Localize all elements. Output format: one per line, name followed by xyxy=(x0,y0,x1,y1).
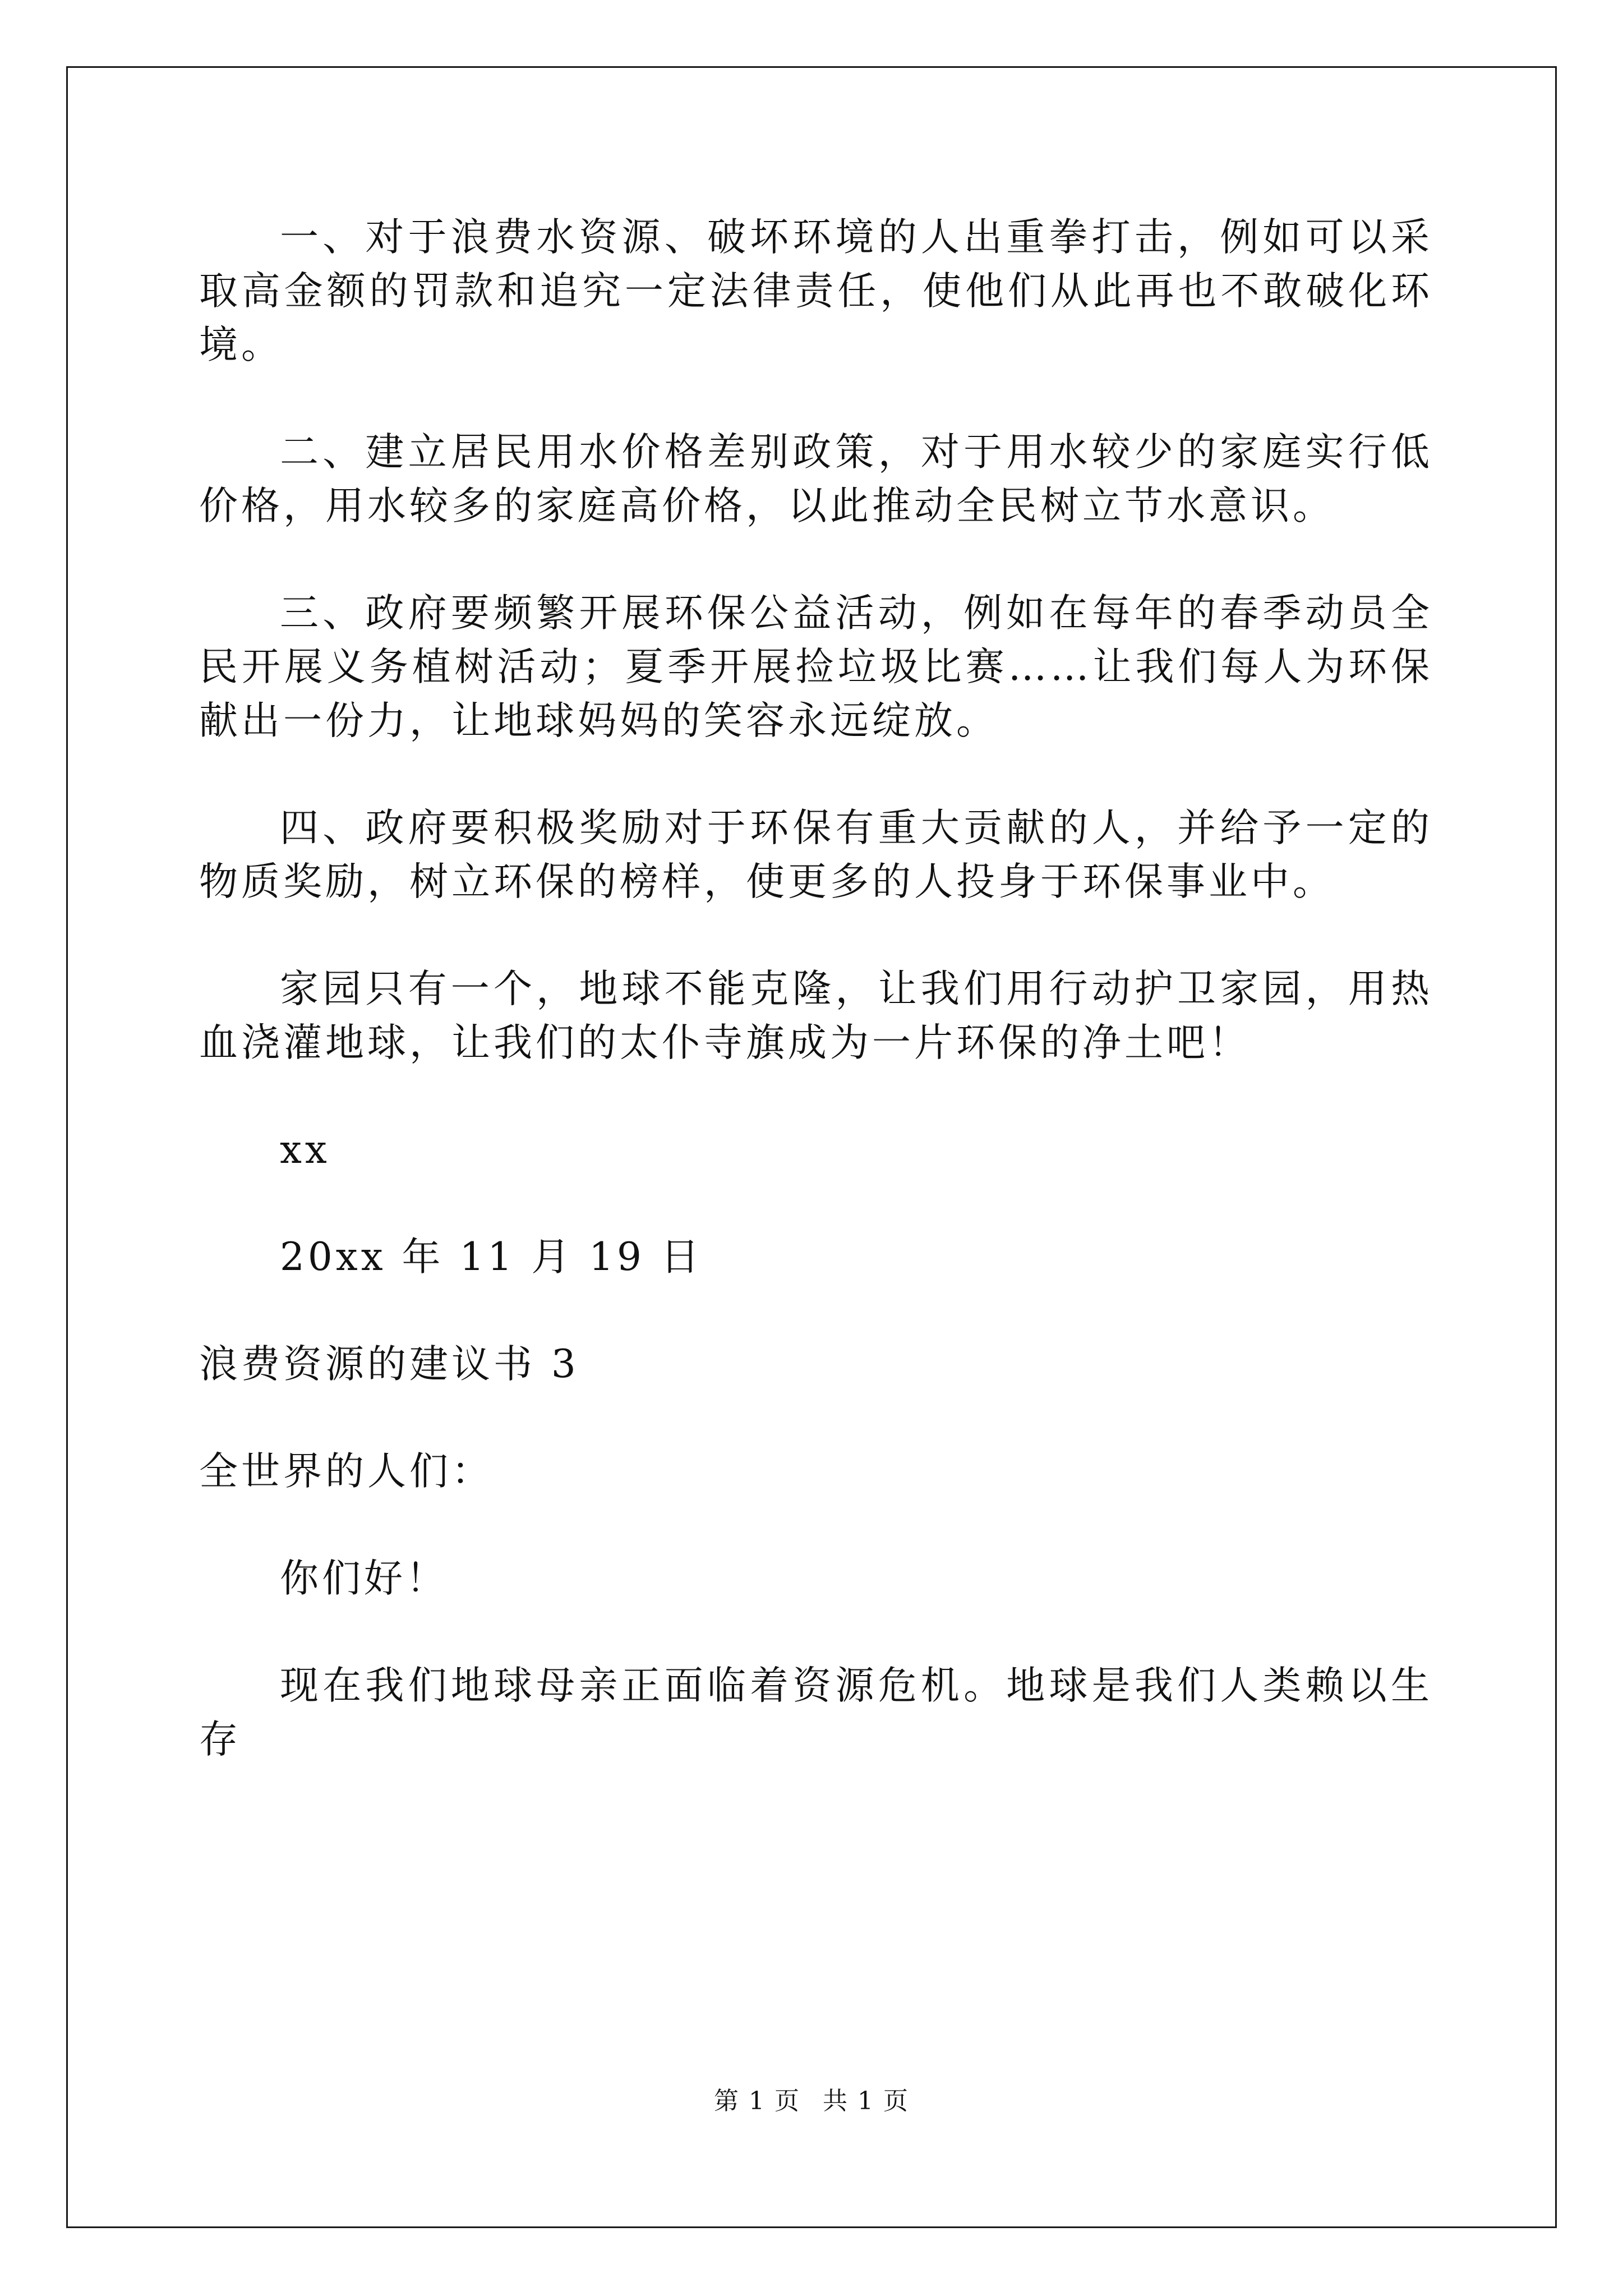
paragraph-measure-2: 二、建立居民用水价格差别政策，对于用水较少的家庭实行低价格，用水较多的家庭高价格，以此推动全民树立节水意识。 xyxy=(199,430,1433,528)
page-footer xyxy=(0,2086,1623,2117)
section-title: 浪费资源的建议书 3 xyxy=(199,1342,579,1387)
page-number-total: 共 1 页 xyxy=(823,2087,909,2115)
paragraph-measure-4: 四、政府要积极奖励对于环保有重大贡献的人，并给予一定的物质奖励，树立环保的榜样，使更多的人投身于环保事业中。 xyxy=(199,806,1433,904)
paragraph-closing: 家园只有一个，地球不能克隆，让我们用行动护卫家园，用热血浇灌地球，让我们的太仆寺旗成为一片环保的净土吧！ xyxy=(199,967,1433,1065)
signature: xx xyxy=(280,1128,330,1172)
document-body xyxy=(199,210,1433,1766)
date: 20xx 年 11 月 19 日 xyxy=(280,1235,703,1280)
body-paragraph-start: 现在我们地球母亲正面临着资源危机。地球是我们人类赖以生存 xyxy=(199,1663,1433,1762)
page-number-current: 第 1 页 xyxy=(714,2087,800,2115)
greeting: 你们好！ xyxy=(280,1556,448,1601)
salutation: 全世界的人们： xyxy=(199,1449,494,1494)
paragraph-measure-1: 一、对于浪费水资源、破坏环境的人出重拳打击，例如可以采取高金额的罚款和追究一定法律责任，使他们从此再也不敢破化环境。 xyxy=(199,215,1433,367)
paragraph-measure-3: 三、政府要频繁开展环保公益活动，例如在每年的春季动员全民开展义务植树活动；夏季开展捡垃圾比赛……让我们每人为环保献出一份力，让地球妈妈的笑容永远绽放。 xyxy=(199,591,1433,743)
